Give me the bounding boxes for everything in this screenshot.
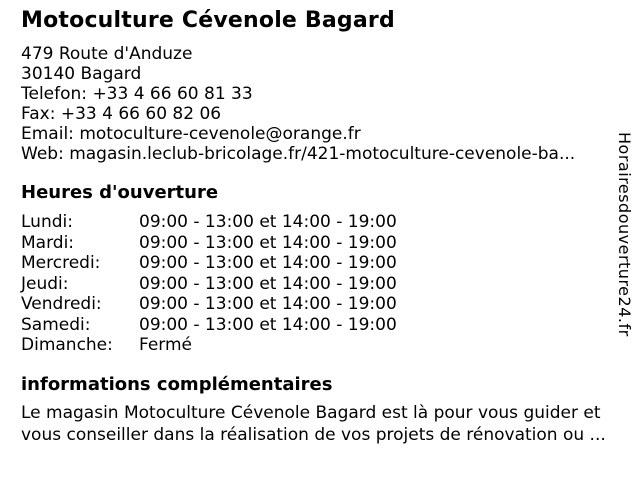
web-link[interactable]: magasin.leclub-bricolage.fr/421-motoculture-cevenole-ba... [69,144,576,164]
hours-row-sunday [21,335,610,356]
day-label: Jeudi: [21,273,69,294]
email-link[interactable]: motoculture-cevenole@orange.fr [79,124,361,144]
day-times-closed: Fermé [139,335,193,355]
fax-line [21,104,610,124]
day-times: 09:00 - 13:00 et 14:00 - 19:00 [139,212,397,232]
hours-row-wednesday [21,253,610,274]
web-line [21,144,610,164]
info-paragraph-line-1: Le magasin Motoculture Cévenole Bagard est là pour vous guider et [21,402,601,423]
phone-line [21,84,610,104]
day-times: 09:00 - 13:00 et 14:00 - 19:00 [139,273,397,294]
day-times: 09:00 - 13:00 et 14:00 - 19:00 [139,232,397,253]
day-label: Mardi: [21,232,75,253]
day-times: 09:00 - 13:00 et 14:00 - 19:00 [139,314,397,335]
hours-row-monday [21,212,610,233]
email-label: Email: [21,124,74,144]
phone-label: Telefon: [21,84,88,104]
hours-row-friday [21,294,610,315]
fax-value: +33 4 66 60 82 06 [60,104,222,124]
hours-row-tuesday [21,233,610,254]
opening-hours-heading: Heures d'ouverture [21,182,219,203]
additional-info-heading: informations complémentaires [21,373,333,395]
web-label: Web: [21,144,64,164]
day-label: Lundi: [21,212,73,232]
main-content [21,0,610,446]
hours-row-thursday [21,274,610,295]
day-label: Samedi: [21,314,91,335]
page-title: Motoculture Cévenole Bagard [21,8,395,33]
info-paragraph-line-2: vous conseiller dans la réalisation de vos projets de rénovation ou ... [21,424,606,445]
day-times: 09:00 - 13:00 et 14:00 - 19:00 [139,253,397,273]
additional-info-paragraph [21,402,610,446]
day-label: Vendredi: [21,294,102,314]
address-line-1: 479 Route d'Anduze [21,44,193,64]
day-times: 09:00 - 13:00 et 14:00 - 19:00 [139,294,397,314]
fax-label: Fax: [21,104,56,124]
contact-block [21,44,610,164]
email-line [21,124,610,144]
hours-row-saturday [21,315,610,336]
day-label: Dimanche: [21,335,113,355]
phone-value: +33 4 66 60 81 33 [92,84,253,104]
opening-hours-table [21,212,610,356]
site-watermark-vertical: Horairesdouverture24.fr [615,132,634,337]
day-label: Mercredi: [21,253,101,273]
address-line-2: 30140 Bagard [21,64,142,84]
